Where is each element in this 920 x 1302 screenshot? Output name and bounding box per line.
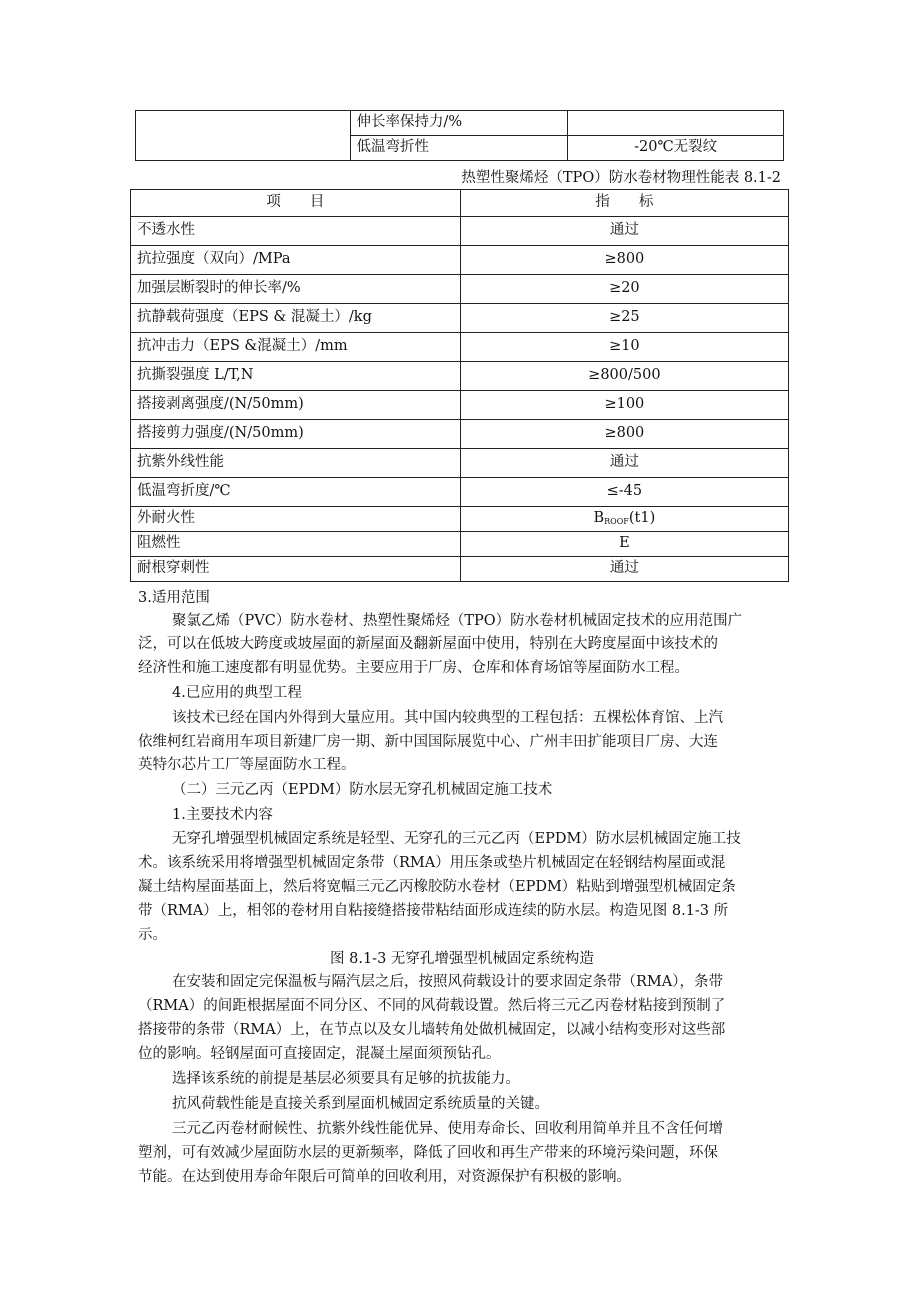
paragraph-line: 无穿孔增强型机械固定系统是轻型、无穿孔的三元乙丙（EPDM）防水层机械固定施工技 (172, 831, 741, 847)
paragraph-line: 三元乙丙卷材耐候性、抗紫外线性能优异、使用寿命长、回收利用简单并且不含任何增 (172, 1121, 723, 1137)
top-partial-table (135, 110, 784, 161)
table-row (131, 449, 789, 478)
property-cell: 低温弯折性 (350, 136, 568, 161)
value-cell: ≥10 (460, 333, 788, 362)
value-cell: 通过 (460, 449, 788, 478)
value-cell: ≥100 (460, 391, 788, 420)
value-cell: ≥800/500 (460, 362, 788, 391)
table-header-row (131, 190, 789, 217)
paragraph-line: 示。 (138, 927, 167, 943)
paragraph-line: 依维柯红岩商用车项目新建厂房一期、新中国国际展览中心、广州丰田扩能项目厂房、大连 (138, 734, 718, 750)
table-row (136, 111, 784, 136)
section-heading: 1.主要技术内容 (172, 807, 273, 823)
item-cell: 抗拉强度（双向）/MPa (131, 246, 461, 275)
value-cell: ≤-45 (460, 478, 788, 507)
item-cell: 外耐火性 (131, 507, 461, 532)
table-row (131, 507, 789, 532)
value-tail: (t1) (628, 510, 656, 527)
item-cell: 抗静载荷强度（EPS & 混凝土）/kg (131, 304, 461, 333)
item-cell: 耐根穿刺性 (131, 557, 461, 582)
value-main: B (593, 510, 605, 527)
item-cell: 低温弯折度/℃ (131, 478, 461, 507)
value-cell: 通过 (460, 557, 788, 582)
paragraph-line: 凝土结构屋面基面上，然后将宽幅三元乙丙橡胶防水卷材（EPDM）粘贴到增强型机械固定条 (138, 879, 736, 895)
table-row (131, 532, 789, 557)
property-cell: 伸长率保持力/% (350, 111, 568, 136)
section-heading: 4.已应用的典型工程 (172, 685, 302, 701)
figure-caption: 图 8.1-3 无穿孔增强型机械固定系统构造 (330, 951, 594, 967)
paragraph-line: 带（RMA）上，相邻的卷材用自粘接缝搭接带粘结面形成连续的防水层。构造见图 8.1-3 所 (138, 903, 729, 919)
value-cell: E (460, 532, 788, 557)
table-row (131, 304, 789, 333)
value-cell: -20℃无裂纹 (568, 136, 784, 161)
table-row (131, 217, 789, 246)
paragraph-line: 在安装和固定完保温板与隔汽层之后，按照风荷载设计的要求固定条带（RMA），条带 (172, 974, 723, 990)
paragraph-line: 位的影响。轻钢屋面可直接固定，混凝土屋面须预钻孔。 (138, 1046, 501, 1062)
table-row (131, 362, 789, 391)
paragraph-line: 抗风荷载性能是直接关系到屋面机械固定系统质量的关键。 (172, 1096, 549, 1112)
item-cell: 加强层断裂时的伸长率/% (131, 275, 461, 304)
table-row (131, 275, 789, 304)
paragraph-line: 该技术已经在国内外得到大量应用。其中国内较典型的工程包括：五棵松体育馆、上汽 (172, 710, 723, 726)
value-cell: ≥800 (460, 420, 788, 449)
value-cell (568, 111, 784, 136)
paragraph-line: 塑剂，可有效减少屋面防水层的更新频率，降低了回收和再生产带来的环境污染问题，环保 (138, 1145, 718, 1161)
table-row (131, 420, 789, 449)
paragraph-line: 选择该系统的前提是基层必须要具有足够的抗拔能力。 (172, 1071, 520, 1087)
table-row (131, 391, 789, 420)
paragraph-line: 聚氯乙烯（PVC）防水卷材、热塑性聚烯烃（TPO）防水卷材机械固定技术的应用范围广 (172, 613, 743, 629)
paragraph-line: 泛，可以在低坡大跨度或坡屋面的新屋面及翻新屋面中使用，特别在大跨度屋面中该技术的 (138, 636, 718, 652)
table-row (131, 478, 789, 507)
paragraph-line: （RMA）的间距根据屋面不同分区、不同的风荷载设置。然后将三元乙丙卷材粘接到预制了 (138, 998, 726, 1014)
merged-empty-cell (136, 111, 351, 161)
item-cell: 抗冲击力（EPS &混凝土）/mm (131, 333, 461, 362)
paragraph-line: 经济性和施工速度都有明显优势。主要应用于厂房、仓库和体育场馆等屋面防水工程。 (138, 660, 689, 676)
header-item: 项 目 (131, 190, 461, 217)
value-cell: ≥25 (460, 304, 788, 333)
table-row (131, 557, 789, 582)
value-cell: ≥20 (460, 275, 788, 304)
paragraph-line: 节能。在达到使用寿命年限后可简单的回收利用，对资源保护有积极的影响。 (138, 1169, 631, 1185)
item-cell: 阻燃性 (131, 532, 461, 557)
value-cell (460, 507, 788, 532)
table-row (131, 333, 789, 362)
table-row (131, 246, 789, 275)
item-cell: 抗撕裂强度 L/T,N (131, 362, 461, 391)
item-cell: 搭接剪力强度/(N/50mm) (131, 420, 461, 449)
table-caption: 热塑性聚烯烃（TPO）防水卷材物理性能表 8.1-2 (461, 170, 781, 186)
item-cell: 搭接剥离强度/(N/50mm) (131, 391, 461, 420)
paragraph-line: 英特尔芯片工厂等屋面防水工程。 (138, 757, 356, 773)
section-heading: 3.适用范围 (138, 590, 210, 606)
value-cell: 通过 (460, 217, 788, 246)
item-cell: 抗紫外线性能 (131, 449, 461, 478)
tpo-properties-table (130, 189, 789, 582)
paragraph-line: 术。该系统采用将增强型机械固定条带（RMA）用压条或垫片机械固定在轻钢结构屋面或混 (138, 855, 726, 871)
item-cell: 不透水性 (131, 217, 461, 246)
value-subscript: ROOF (604, 517, 629, 527)
paragraph-line: 搭接带的条带（RMA）上，在节点以及女儿墙转角处做机械固定，以减小结构变形对这些部 (138, 1022, 726, 1038)
section-heading: （二）三元乙丙（EPDM）防水层无穿孔机械固定施工技术 (172, 782, 553, 798)
header-spec: 指 标 (460, 190, 788, 217)
value-cell: ≥800 (460, 246, 788, 275)
